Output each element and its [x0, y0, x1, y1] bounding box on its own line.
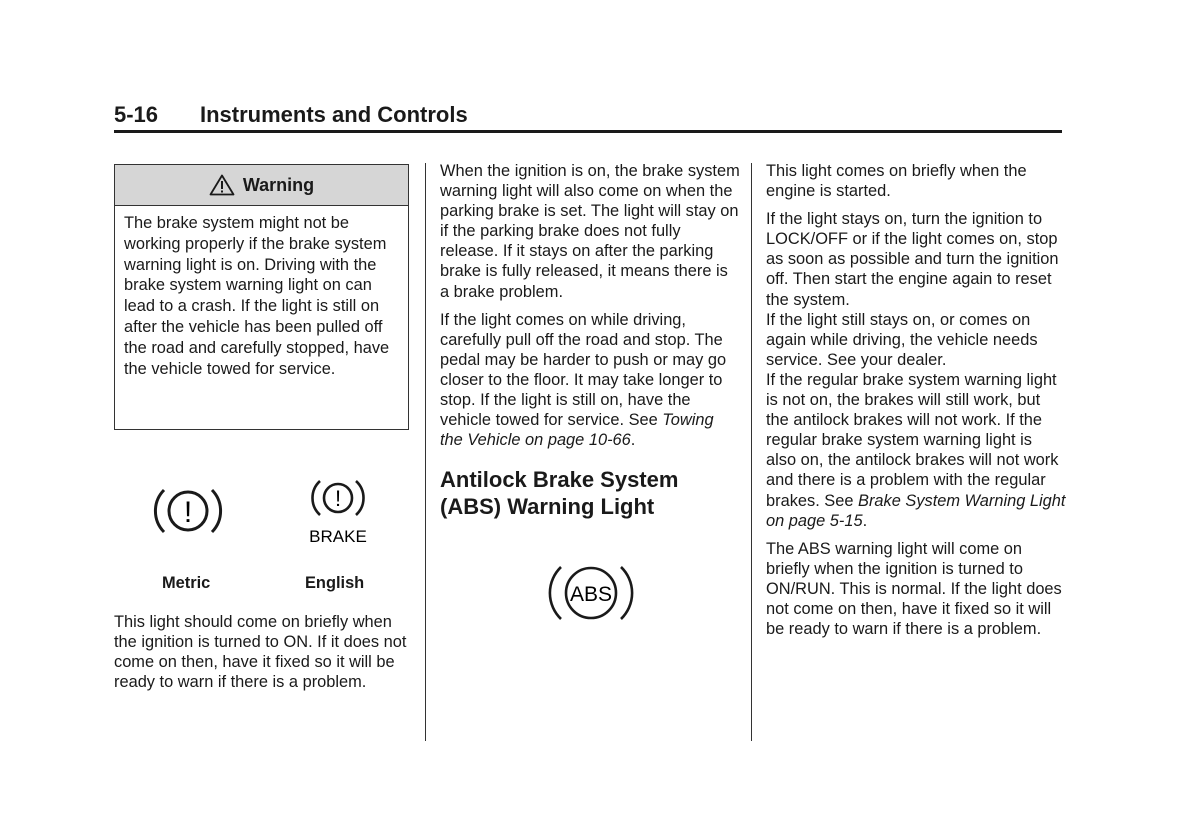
brake-icon-label: BRAKE: [309, 527, 367, 546]
col3-paragraph-3: If the light still stays on, or comes on again while driving, the vehicle needs service. See your dealer.: [766, 310, 1038, 369]
towing-reference-link[interactable]: Towing the Vehicle on page 10-66: [440, 411, 714, 450]
warning-text: The brake system might not be working properly if the brake system warning light is on. Driving with the brake system warning light on can lead to a crash. If the light is still on after the vehicle has been pulled off the road and carefully stopped, have the vehicle towed for service.: [124, 214, 390, 378]
section-title: Instruments and Controls: [200, 102, 468, 127]
metric-caption: Metric: [162, 574, 211, 592]
col3-paragraph-4: [766, 370, 1066, 531]
col2-p2-end: .: [630, 431, 636, 450]
abs-section-heading: Antilock Brake System (ABS) Warning Light: [440, 467, 679, 520]
col3-paragraph-2: If the light stays on, turn the ignition to LOCK/OFF or if the light comes on, stop as soon as possible and turn the ignition off. Then start the engine again to reset the system.: [766, 210, 1059, 309]
warning-triangle-icon: [209, 174, 235, 196]
column-2: [440, 161, 740, 626]
col3-p4-text: If the regular brake system warning light is not on, the brakes will still work, but the antilock brakes will not work. If the regular brake system warning light is also on, the antilock brakes will not work and there is a problem with the regular brakes. See: [766, 370, 1059, 510]
metric-exclamation: !: [183, 496, 193, 529]
column-divider-1: [425, 163, 426, 741]
col2-p2-text: If the light comes on while driving, carefully pull off the road and stop. The pedal may be harder to push or may go closer to the floor. It may take longer to stop. If the light is still on, have the vehicle towed for service. See: [440, 310, 727, 430]
english-exclamation: !: [334, 486, 342, 511]
brake-light-paragraph: This light should come on briefly when the ignition is turned to ON. If it does not come on then, have it fixed so it will be ready to warn if there is a problem.: [114, 613, 407, 692]
col3-paragraph-5: The ABS warning light will come on briefly when the ignition is turned to ON/RUN. This is normal. If the light does not come on then, have it fixed so it will be ready to warn if there is a problem.: [766, 539, 1062, 639]
column-divider-2: [751, 163, 752, 741]
warning-box: [114, 164, 409, 430]
brake-warning-english-icon: [304, 476, 372, 551]
page-header: [114, 100, 1062, 133]
col2-paragraph-2: [440, 310, 740, 451]
page-number: 5-16: [114, 102, 159, 127]
english-caption: English: [305, 574, 365, 592]
col3-paragraph-1: This light comes on briefly when the engine is started.: [766, 162, 1027, 201]
column-3: [766, 161, 1066, 647]
abs-warning-icon: [546, 560, 636, 626]
abs-icon-label: ABS: [569, 583, 613, 607]
column-1-text: [114, 612, 414, 692]
warning-label: Warning: [242, 174, 315, 195]
brake-system-light-reference-link[interactable]: Brake System Warning Light on page 5-15: [766, 491, 1066, 530]
col3-p4-end: .: [862, 511, 868, 530]
col2-paragraph-1: When the ignition is on, the brake system warning light will also come on when the parking brake is set. The light will stay on if the parking brake does not fully release. If it stays on after the parking brake is fully released, it means there is a brake problem.: [440, 162, 740, 301]
warning-header: [115, 165, 408, 206]
brake-warning-metric-icon: [150, 482, 226, 545]
